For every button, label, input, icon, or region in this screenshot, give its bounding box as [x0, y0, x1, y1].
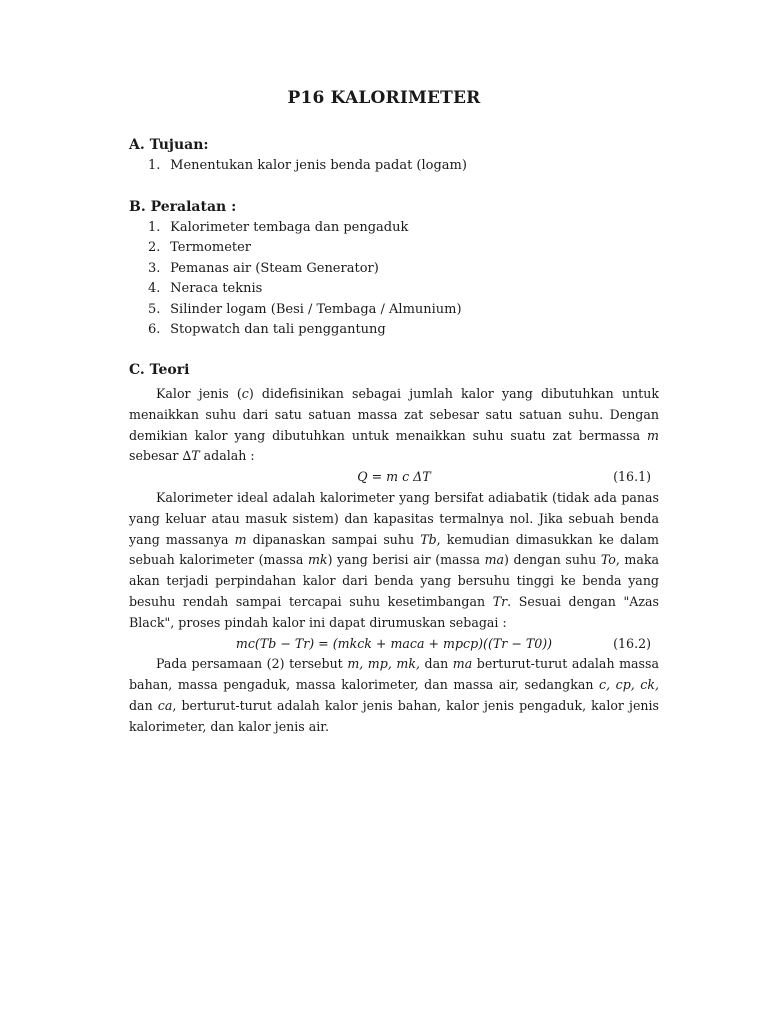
text-run: dipanaskan sampai suhu — [246, 531, 421, 547]
text-run: , maka akan terjadi perpindahan kalor dari benda yang bersuhu tinggi ke benda yang besuhu rendah sampai tercapai suhu kesetimbangan — [129, 552, 660, 609]
symbol-ca: ca — [157, 697, 173, 713]
text-run: , kemudian dimasukkan ke dalam sebuah kalorimeter (massa — [129, 531, 659, 568]
list-item — [148, 279, 462, 299]
text-run: ) yang berisi air (massa — [327, 552, 485, 568]
text-run: adalah : — [199, 448, 255, 464]
equation-label: (16.1) — [613, 469, 651, 485]
symbol-m: m — [647, 427, 659, 443]
list-item — [148, 300, 462, 320]
text-run: berturut-turut adalah massa bahan, massa pengaduk, massa kalorimeter, dan massa air, sedangkan — [129, 656, 659, 693]
symbol-heat-vars: c, cp, ck, — [599, 677, 659, 693]
objectives-list — [148, 156, 467, 176]
list-number: 5. — [148, 301, 161, 317]
theory-paragraph-3 — [129, 654, 659, 737]
equipment-list — [148, 218, 462, 340]
section-a-heading: A. Tujuan: — [129, 137, 209, 153]
symbol-tb: Tb — [420, 531, 437, 547]
list-text: Termometer — [170, 240, 252, 256]
text-run: dan — [129, 697, 158, 713]
list-text: Kalorimeter tembaga dan pengaduk — [170, 220, 409, 235]
section-b-heading: B. Peralatan : — [129, 199, 237, 215]
text-run: ) dengan suhu — [504, 552, 601, 568]
text-run: . Sesuai dengan "Azas Black", proses pindah kalor ini dapat dirumuskan sebagai : — [129, 593, 659, 630]
list-item — [148, 238, 462, 258]
list-number: 1. — [148, 158, 161, 173]
list-item — [148, 218, 462, 238]
equation-formula: mc(Tb − Tr) = (mkck + maca + mpcp)((Tr − T0)) — [235, 635, 553, 651]
list-number: 3. — [148, 260, 161, 276]
list-text: Neraca teknis — [170, 281, 263, 297]
list-number: 6. — [148, 321, 161, 337]
equation-formula: Q = m c ΔT — [357, 469, 431, 485]
text-run: ) didefisinikan sebagai jumlah kalor yang dibutuhkan untuk menaikkan suhu dari satu satuan massa zat sebesar satu satuan suhu. Dengan demikian kalor yang dibutuhkan untuk menaikkan suhu suatu zat bermassa — [129, 386, 659, 443]
symbol-ma: ma — [484, 552, 505, 568]
symbol-to: To — [600, 552, 616, 568]
section-c-heading: C. Teori — [129, 362, 190, 378]
text-run: Kalorimeter ideal adalah kalorimeter yang bersifat adiabatik (tidak ada panas yang keluar atau masuk sistem) dan kapasitas termalnya nol. Jika sebuah benda yang massanya — [129, 489, 659, 547]
symbol-ma: ma — [452, 656, 473, 672]
equation-16-2 — [129, 634, 659, 655]
equation-label: (16.2) — [613, 635, 651, 651]
symbol-mass-vars: m, mp, mk, — [347, 656, 420, 672]
text-run: sebesar — [129, 448, 183, 464]
equation-16-1 — [129, 467, 659, 488]
list-item — [148, 320, 462, 340]
list-text: Pemanas air (Steam Generator) — [170, 260, 379, 276]
list-number: 2. — [148, 240, 161, 256]
list-text: Stopwatch dan tali penggantung — [170, 321, 386, 337]
list-text: Silinder logam (Besi / Tembaga / Almunium) — [170, 301, 462, 317]
list-item — [148, 156, 467, 176]
list-item — [148, 259, 462, 279]
theory-body — [129, 384, 659, 738]
theory-paragraph-1 — [129, 384, 659, 467]
symbol-m: m — [234, 531, 247, 547]
list-text: Menentukan kalor jenis benda padat (logam) — [170, 158, 467, 173]
symbol-delta-t: ∆T — [182, 448, 200, 464]
symbol-mk: mk — [307, 552, 328, 568]
page-title: P16 KALORIMETER — [287, 88, 481, 108]
text-run: Kalor jenis ( — [156, 386, 242, 401]
list-number: 4. — [148, 281, 161, 297]
theory-paragraph-2 — [129, 488, 659, 634]
text-run: , berturut-turut adalah kalor jenis bahan, kalor jenis pengaduk, kalor jenis kalorimeter, dan kalor jenis air. — [129, 697, 659, 734]
text-run: dan — [419, 656, 453, 672]
list-number: 1. — [148, 220, 161, 235]
symbol-c: c — [241, 386, 249, 401]
text-run: Pada persamaan (2) tersebut — [156, 656, 348, 672]
symbol-tr: Tr — [492, 593, 508, 609]
